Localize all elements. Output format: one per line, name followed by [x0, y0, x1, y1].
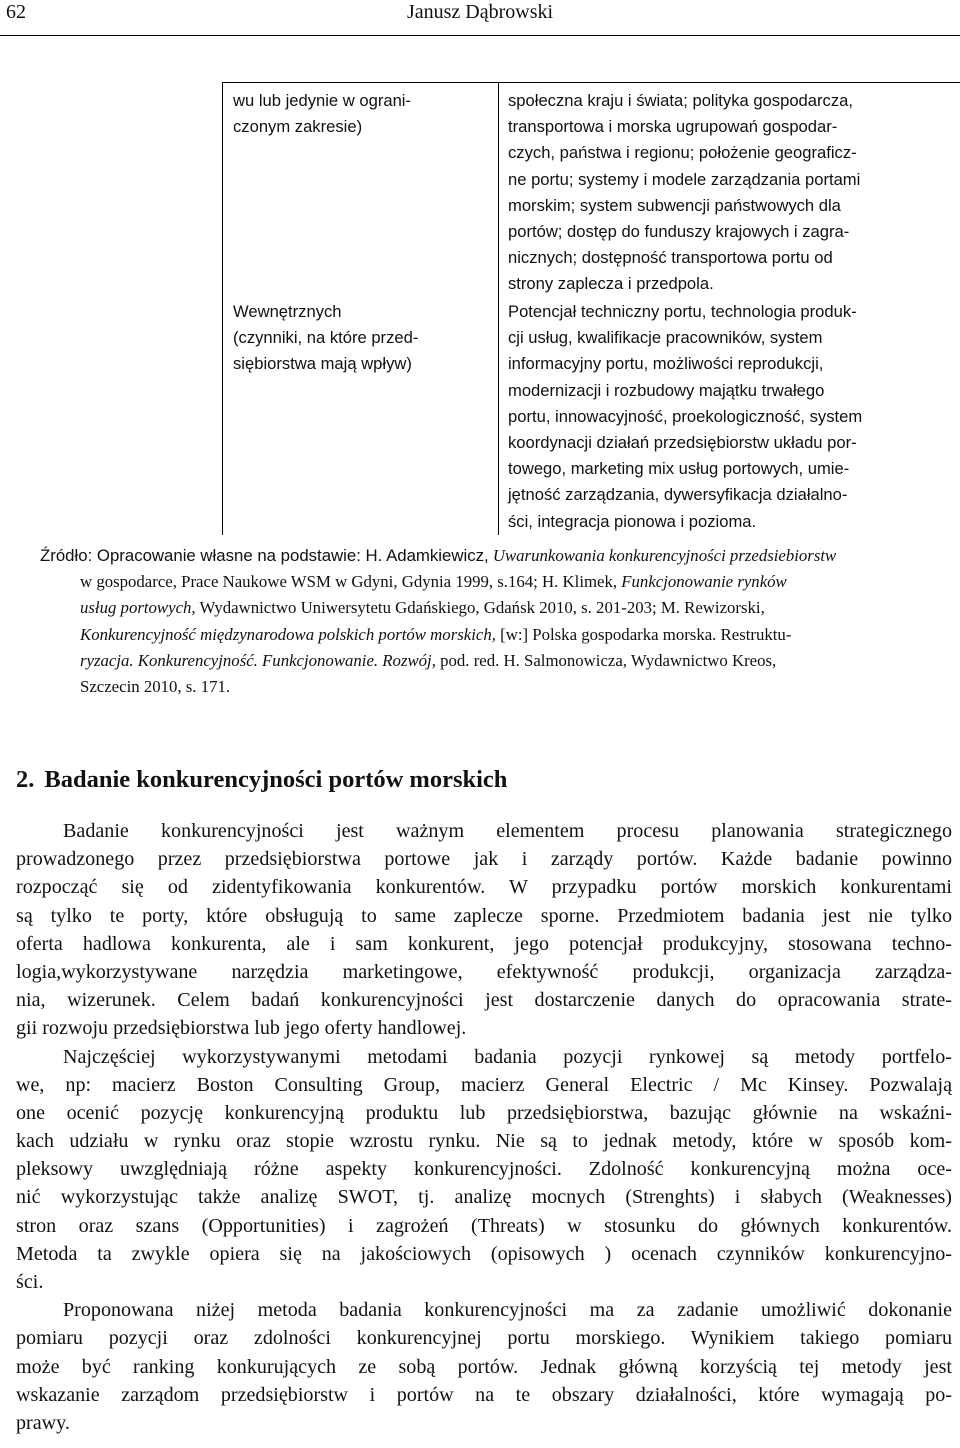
cell-line: modernizacji i rozbudowy majątku trwałego	[508, 380, 825, 400]
source-text: [w:] Polska gospodarka morska. Restruktu-	[500, 624, 792, 644]
cell-line: Potencjał techniczny portu, technologia produk-	[508, 302, 857, 321]
table-cell-factor-2	[233, 299, 463, 378]
section-title: Badanie konkurencyjności portów morskich	[44, 766, 508, 793]
text-line: Badanie konkurencyjności jest ważnym elementem procesu planowania strategicznego	[63, 820, 952, 842]
source-text: w gospodarce, Prace Naukowe WSM w Gdyni, Gdynia 1999, s.164; H. Klimek,	[80, 572, 618, 592]
text-line: może być ranking konkurujących ze sobą portów. Jednak główną korzyścią tej metody jest	[16, 1355, 952, 1378]
text-line: pomiaru pozycji oraz zdolności konkurencyjnej portu morskiego. Wynikiem takiego pomiaru	[16, 1327, 952, 1350]
cell-line: czych, państwa i regionu; położenie geograficz-	[508, 143, 857, 163]
cell-line: wu lub jedynie w ograni-	[233, 91, 412, 110]
text-line: Najczęściej wykorzystywanymi metodami badania pozycji rynkowej są metody portfelo-	[63, 1045, 952, 1068]
cell-line: morskim; system subwencji państwowych dla	[508, 195, 841, 215]
page-header	[0, 0, 960, 40]
cell-line: (czynniki, na które przed-	[233, 328, 419, 348]
text-line: ści.	[16, 1271, 44, 1293]
cell-line: czonym zakresie)	[233, 117, 363, 137]
text-line: wskazanie zarządom przedsiębiorstw i portów na te obszary działalności, które wymagają po-	[16, 1383, 952, 1406]
text-line: Metoda ta zwykle opiera się na jakościowych (opisowych ) ocenach czynników konkurencyjno-	[16, 1242, 952, 1265]
page-number: 62	[6, 1, 26, 23]
cell-line: portów; dostęp do funduszy krajowych i zagra-	[508, 222, 850, 242]
text-line: rozpocząć się od zidentyfikowania konkurentów. W przypadku portów morskich konkurentami	[16, 876, 952, 899]
section-number: 2.	[16, 766, 35, 793]
source-title: Funkcjonowanie rynków	[621, 572, 787, 592]
table-column-divider	[498, 82, 499, 535]
table-cell-factor-1	[233, 88, 463, 140]
cell-line: strony zaplecza i przedpola.	[508, 274, 714, 294]
cell-line: Wewnętrznych	[233, 302, 342, 321]
text-line: pleksowy uwzględniają różne aspekty konkurencyjności. Zdolność konkurencyjną można oce-	[16, 1158, 952, 1181]
paragraph-3	[16, 1296, 952, 1437]
text-line: nić wykorzystując także analizę SWOT, tj. analizę mocnych (Strenghts) i słabych (Weaknesses)	[16, 1186, 952, 1209]
table-cell-description-2	[508, 299, 956, 535]
cell-line: siębiorstwa mają wpływ)	[233, 354, 412, 374]
text-line: oferta hadlowa konkurenta, ale i sam konkurent, jego potencjał produkcyjny, stosowana techno-	[16, 932, 952, 955]
source-line	[40, 595, 958, 621]
cell-line: transportowa i morska ugrupowań gospodar-	[508, 117, 838, 137]
source-title: usług portowych,	[80, 598, 196, 618]
source-text: Wydawnictwo Uniwersytetu Gdańskiego, Gdańsk 2010, s. 201-203; M. Rewizorski,	[199, 598, 765, 618]
source-line	[40, 622, 958, 648]
table-border-left	[222, 82, 223, 535]
text-line: prowadzonego przez przedsiębiorstwa portowe jak i zarządy portów. Każde badanie powinno	[16, 848, 952, 871]
section-heading	[16, 766, 507, 794]
text-line: nia, wizerunek. Celem badań konkurencyjności jest dostarczenie danych do opracowania strate-	[16, 989, 952, 1012]
source-title: Uwarunkowania konkurencyjności przedsiebiorstw	[492, 546, 837, 565]
table-cell-description-1	[508, 88, 956, 298]
source-title: ryzacja. Konkurencyjność. Funkcjonowanie. Rozwój,	[80, 650, 436, 670]
body-text	[16, 817, 952, 1437]
running-head-author: Janusz Dąbrowski	[406, 1, 554, 23]
text-line: one ocenić pozycję konkurencyjną produktu lub przedsiębiorstwa, bazując głównie na wskaźni-	[16, 1101, 952, 1124]
paragraph-1	[16, 817, 952, 1043]
cell-line: nicznych; dostępność transportowa portu od	[508, 248, 833, 268]
source-text: Szczecin 2010, s. 171.	[80, 676, 231, 696]
cell-line: cji usług, kwalifikacje pracowników, system	[508, 328, 823, 348]
table-border-top	[222, 82, 960, 83]
text-line: kach udziału w rynku oraz stopie wzrostu rynku. Nie są to jednak metody, które w sposób kom-	[16, 1130, 952, 1153]
source-line	[40, 543, 958, 569]
paragraph-2	[16, 1043, 952, 1297]
cell-line: portu, innowacyjność, proekologiczność, system	[508, 406, 863, 426]
source-line	[40, 648, 958, 674]
text-line: gii rozwoju przedsiębiorstwa lub jego oferty handlowej.	[16, 1017, 467, 1040]
cell-line: ści, integracja pionowa i pozioma.	[508, 511, 757, 531]
source-label: Źródło: Opracowanie własne na podstawie: H. Adamkiewicz,	[40, 546, 489, 565]
source-line	[40, 674, 958, 700]
text-line: we, np: macierz Boston Consulting Group, macierz General Electric / Mc Kinsey. Pozwalają	[16, 1073, 952, 1096]
cell-line: społeczna kraju i świata; polityka gospodarcza,	[508, 91, 853, 110]
cell-line: ne portu; systemy i modele zarządzania portami	[508, 169, 861, 189]
source-line	[40, 569, 958, 595]
source-text: pod. red. H. Salmonowicza, Wydawnictwo Kreos,	[440, 650, 777, 670]
cell-line: informacyjny portu, możliwości reprodukcji,	[508, 354, 824, 374]
source-note	[40, 543, 958, 700]
text-line: są tylko te porty, które obsługują to same zaplecze sporne. Przedmiotem badania jest nie tylko	[16, 904, 952, 927]
text-line: logia,wykorzystywane narzędzia marketingowe, efektywność produkcji, organizacja zarządza-	[16, 960, 952, 983]
text-line: stron oraz szans (Opportunities) i zagrożeń (Threats) w stosunku do głównych konkurentów.	[16, 1214, 952, 1237]
header-rule	[0, 35, 960, 36]
text-line: prawy.	[16, 1411, 70, 1434]
text-line: Proponowana niżej metoda badania konkurencyjności ma za zadanie umożliwić dokonanie	[63, 1299, 952, 1322]
cell-line: towego, marketing mix usług portowych, umie-	[508, 459, 850, 479]
cell-line: koordynacji działań przedsiębiorstw układu por-	[508, 433, 857, 453]
source-title: Konkurencyjność międzynarodowa polskich portów morskich,	[80, 624, 496, 644]
cell-line: jętność zarządzania, dywersyfikacja działalno-	[508, 485, 848, 505]
